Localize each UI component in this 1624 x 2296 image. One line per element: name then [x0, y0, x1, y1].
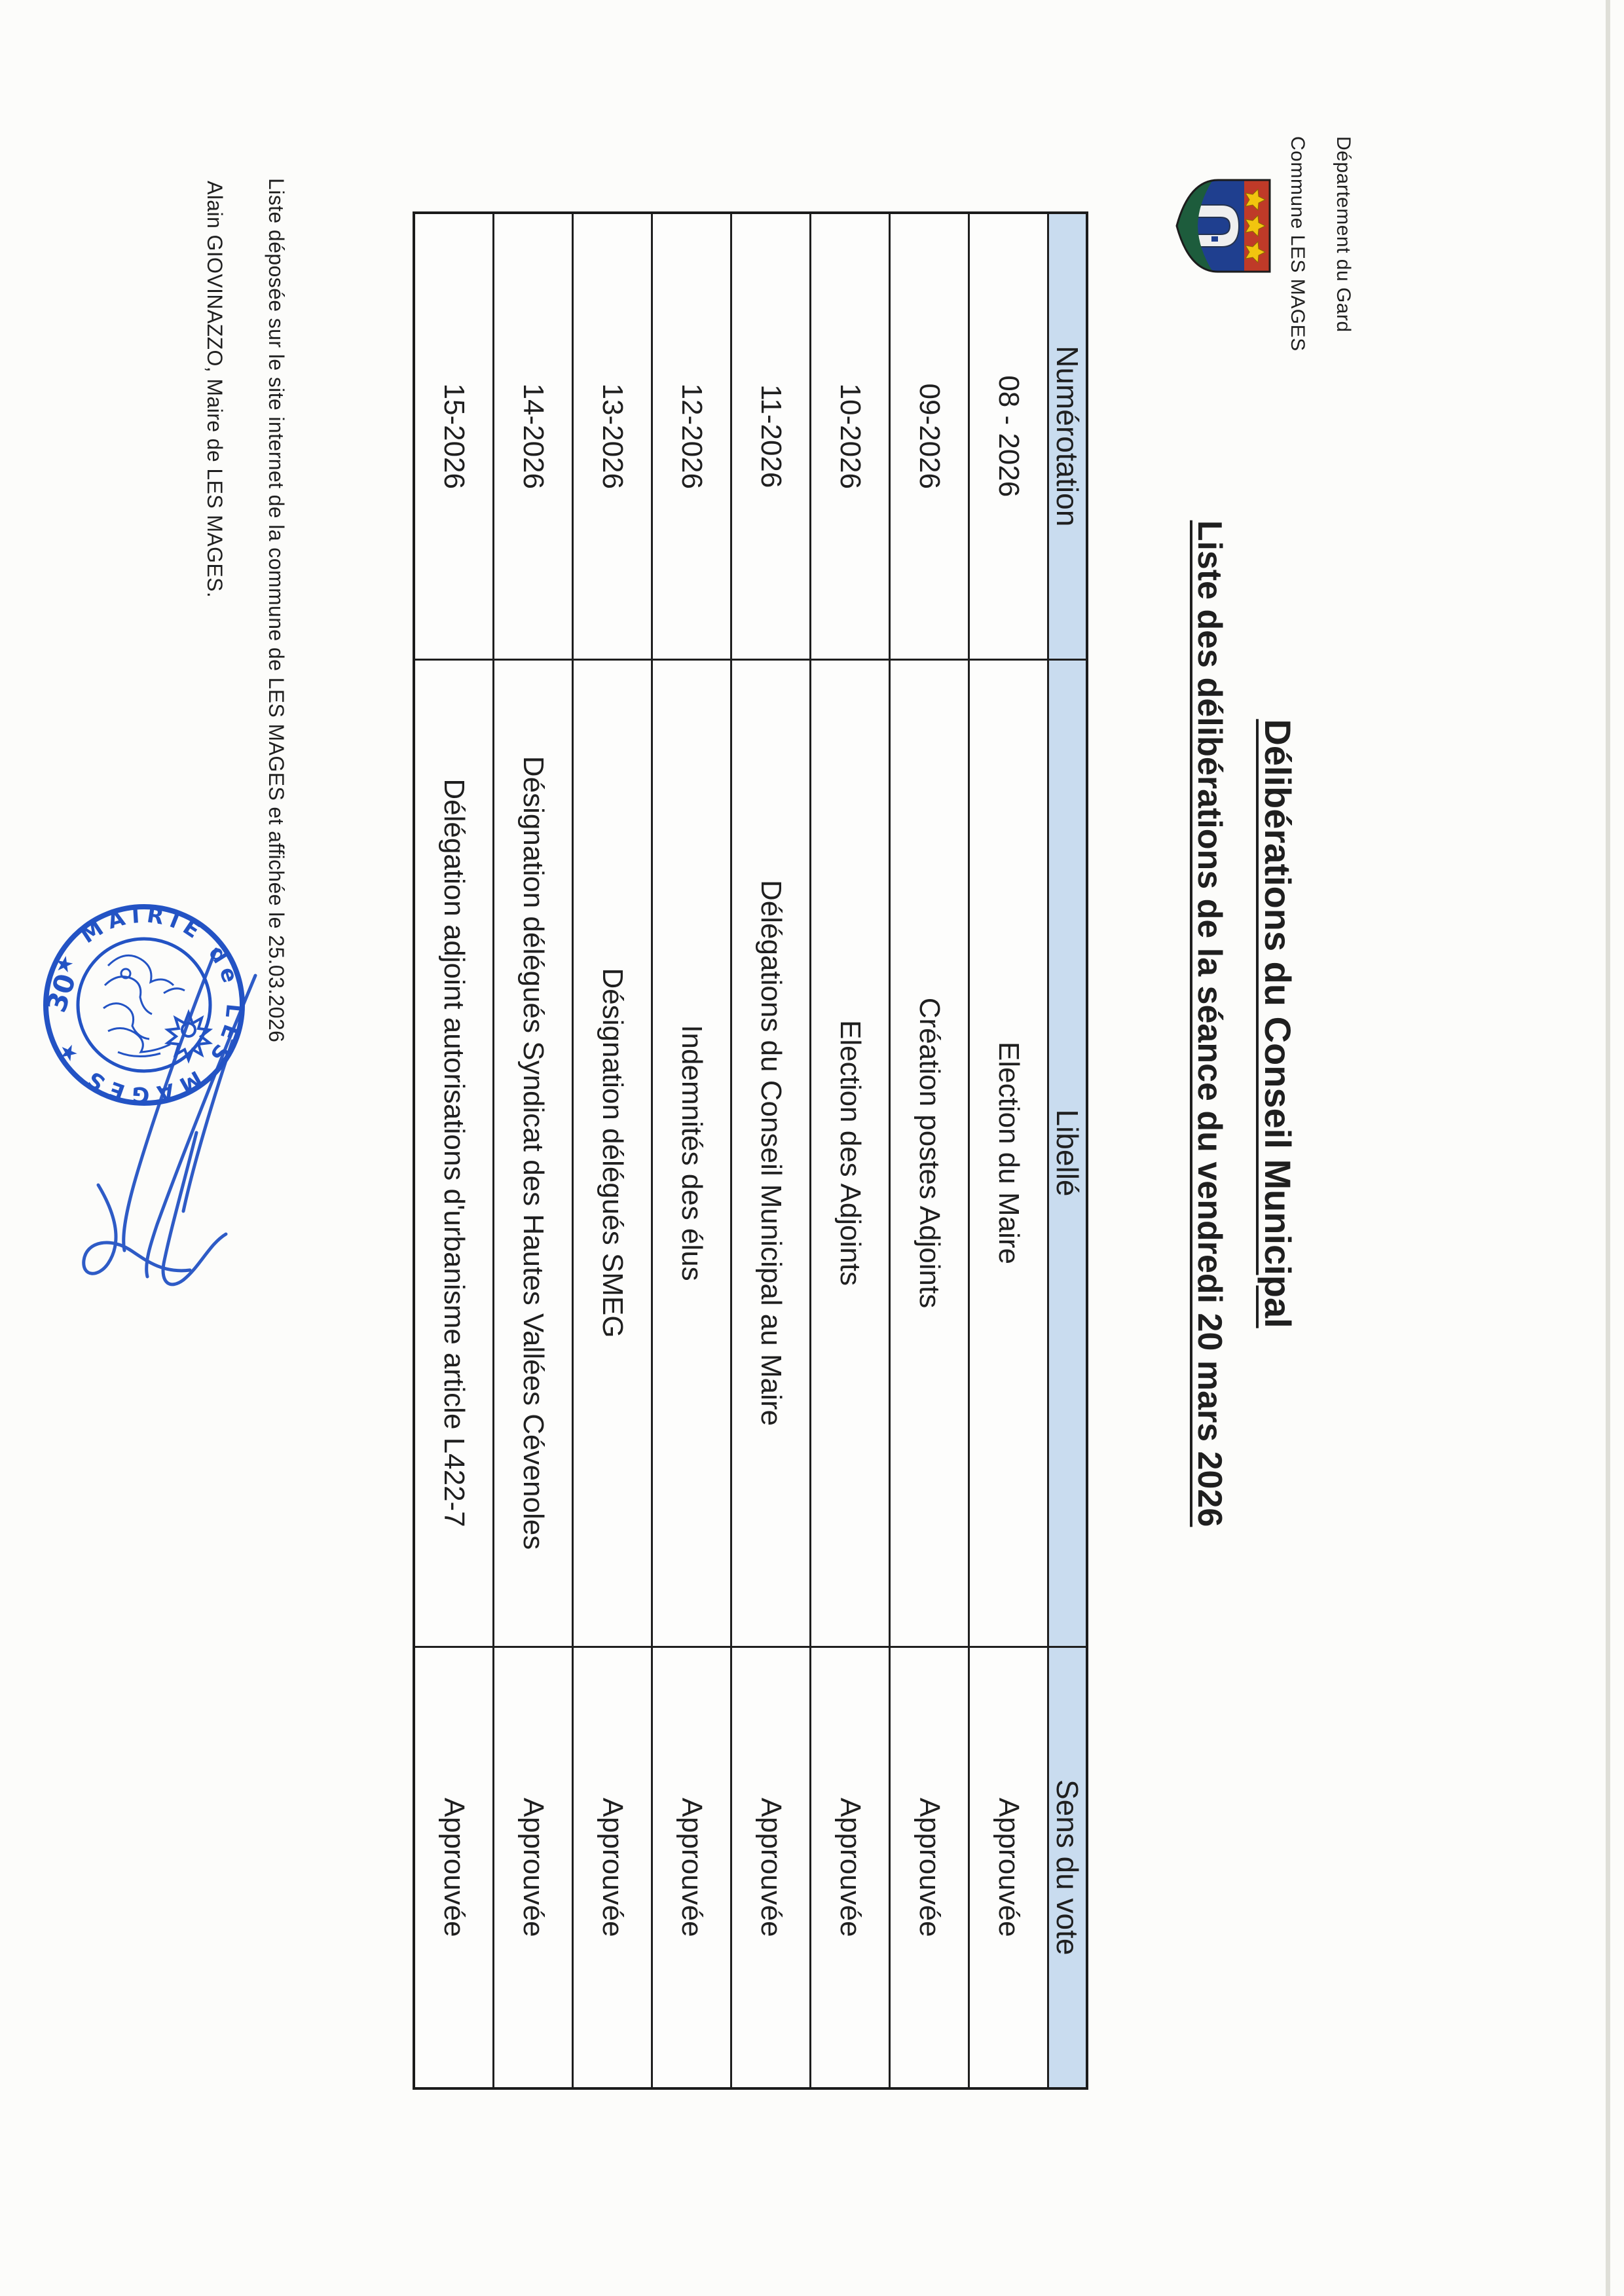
- cell-vote: Approuvée: [731, 1647, 811, 2088]
- departement-label: Département du Gard: [1333, 136, 1354, 333]
- stamp-ring-text: ★ MAIRIE de LES MAGES ★: [48, 902, 248, 1108]
- cell-numerotation: 13-2026: [573, 213, 652, 659]
- stamp-department-code: 30: [39, 970, 83, 1017]
- cell-vote: Approuvée: [811, 1647, 890, 2088]
- cell-libelle: Désignation délégués SMEG: [573, 659, 652, 1647]
- main-title: Délibérations du Conseil Municipal: [1257, 719, 1299, 1328]
- cell-numerotation: 09-2026: [890, 213, 969, 659]
- document-titles: [1190, 430, 1299, 1617]
- document-header: [1285, 136, 1356, 352]
- cell-numerotation: 08 - 2026: [969, 213, 1048, 659]
- cell-numerotation: 11-2026: [731, 213, 811, 659]
- table-row: [811, 213, 890, 2088]
- deliberations-table: [413, 211, 1088, 2090]
- cell-vote: Approuvée: [494, 1647, 573, 2088]
- mayor-signature: [59, 936, 295, 1296]
- cell-libelle: Election des Adjoints: [811, 659, 890, 1647]
- table-row: [890, 213, 969, 2088]
- cell-numerotation: 10-2026: [811, 213, 890, 659]
- table-row: [969, 213, 1048, 2088]
- scan-edge-artifact: [1606, 0, 1610, 2296]
- column-header-numerotation: Numérotation: [1048, 213, 1088, 659]
- cell-numerotation: 15-2026: [414, 213, 494, 659]
- cell-libelle: Création postes Adjoints: [890, 659, 969, 1647]
- column-header-libelle: Libellé: [1048, 659, 1088, 1647]
- table-row: [573, 213, 652, 2088]
- subtitle-session-date: Liste des délibérations de la séance du vendredi 20 mars 2026: [1190, 520, 1228, 1527]
- cell-libelle: Election du Maire: [969, 659, 1048, 1647]
- column-header-sens-du-vote: Sens du vote: [1048, 1647, 1088, 2088]
- cell-vote: Approuvée: [414, 1647, 494, 2088]
- publication-notice: Liste déposée sur le site internet de la commune de LES MAGES et affichée le 25.03.2026: [265, 178, 288, 1043]
- cell-numerotation: 12-2026: [652, 213, 731, 659]
- mayor-name-line: Alain GIOVINAZZO, Maire de LES MAGES.: [203, 181, 227, 598]
- cell-vote: Approuvée: [652, 1647, 731, 2088]
- cell-vote: Approuvée: [890, 1647, 969, 2088]
- table-row: [652, 213, 731, 2088]
- commune-coat-of-arms-icon: [1173, 174, 1273, 278]
- cell-libelle: Indemnités des élus: [652, 659, 731, 1647]
- table-row: [494, 213, 573, 2088]
- cell-vote: Approuvée: [969, 1647, 1048, 2088]
- cell-numerotation: 14-2026: [494, 213, 573, 659]
- cell-libelle: Délégation adjoint autorisations d'urbanisme article L422-7: [414, 659, 494, 1647]
- table-row: [731, 213, 811, 2088]
- cell-vote: Approuvée: [573, 1647, 652, 2088]
- commune-label: Commune LES MAGES: [1287, 136, 1308, 352]
- table-row: [414, 213, 494, 2088]
- cell-libelle: Désignation délégués Syndicat des Hautes Vallées Cévenoles: [494, 659, 573, 1647]
- cell-libelle: Délégations du Conseil Municipal au Maire: [731, 659, 811, 1647]
- table-header-row: [1048, 213, 1088, 2088]
